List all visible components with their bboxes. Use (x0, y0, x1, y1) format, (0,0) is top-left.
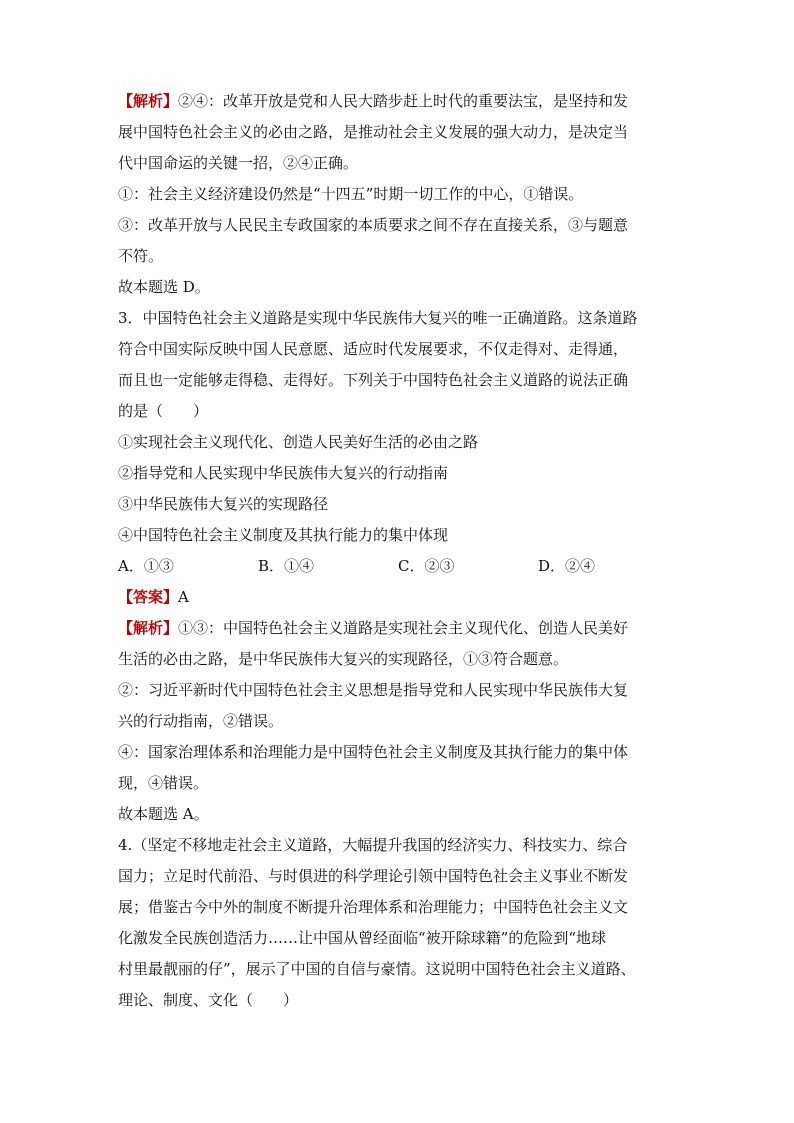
q4-stem-line-5: 村里最靓丽的仔”，展示了中国的自信与豪情。这说明中国特色社会主义道路、 (118, 960, 636, 978)
q4-stem-line-1: 4.（坚定不移地走社会主义道路，大幅提升我国的经济实力、科技实力、综合 (118, 836, 628, 854)
q3-analysis-line-2: 生活的必由之路，是中华民族伟大复兴的实现路径，①③符合题意。 (118, 650, 569, 668)
q4-stem-line-2: 国力；立足时代前沿、与时俱进的科学理论引领中国特色社会主义事业不断发 (118, 867, 629, 885)
answer-tag: 【答案】 (118, 588, 179, 606)
q3-analysis-line-5: ④：国家治理体系和治理能力是中国特色社会主义制度及其执行能力的集中体 (118, 743, 629, 761)
q3-option-b: B．①④ (258, 557, 315, 575)
q3-analysis-line-6: 现，④错误。 (118, 774, 209, 792)
q3-stem-line-1: 3．中国特色社会主义道路是实现中华民族伟大复兴的唯一正确道路。这条道路 (118, 309, 638, 327)
q3-stem-line-4: 的是（ ） (118, 402, 209, 420)
q3-item-4: ④中国特色社会主义制度及其执行能力的集中体现 (118, 526, 449, 544)
analysis-tag: 【解析】 (118, 619, 179, 637)
q3-item-3: ③中华民族伟大复兴的实现路径 (118, 495, 329, 513)
q3-analysis-line-4: 兴的行动指南，②错误。 (118, 712, 284, 730)
q2-analysis-line-6: 不符。 (118, 247, 164, 265)
q3-analysis-line-1: 【解析】①③：中国特色社会主义道路是实现社会主义现代化、创造人民美好 (118, 619, 629, 637)
q3-stem-line-2: 符合中国实际反映中国人民意愿、适应时代发展要求，不仅走得对、走得通， (118, 340, 629, 358)
q4-stem-line-4: 化激发全民族创造活力……让中国从曾经面临“被开除球籍”的危险到“地球 (118, 929, 607, 947)
q3-option-a: A．①③ (118, 557, 174, 575)
q3-option-c: C．②③ (398, 557, 455, 575)
q3-option-d: D．②④ (538, 557, 596, 575)
q2-analysis-line-5: ③：改革开放与人民民主专政国家的本质要求之间不存在直接关系，③与题意 (118, 216, 629, 234)
q3-conclusion: 故本题选 A。 (118, 805, 209, 823)
q4-stem-line-6: 理论、制度、文化（ ） (118, 991, 299, 1009)
q3-stem-line-3: 而且也一定能够走得稳、走得好。下列关于中国特色社会主义道路的说法正确 (118, 371, 629, 389)
q2-analysis-line-4: ①：社会主义经济建设仍然是“十四五”时期一切工作的中心，①错误。 (118, 185, 584, 203)
document-page (118, 86, 678, 1016)
q2-analysis-line-1: 【解析】②④：改革开放是党和人民大踏步赶上时代的重要法宝，是坚持和发 (118, 92, 629, 110)
q2-analysis-line-2: 展中国特色社会主义的必由之路，是推动社会主义发展的强大动力，是决定当 (118, 123, 629, 141)
q2-analysis-line-3: 代中国命运的关键一招，②④正确。 (118, 154, 359, 172)
q3-options (118, 551, 678, 582)
q4-stem-line-3: 展；借鉴古今中外的制度不断提升治理体系和治理能力；中国特色社会主义文 (118, 898, 629, 916)
q3-answer-line (118, 582, 678, 613)
q2-conclusion: 故本题选 D。 (118, 278, 210, 296)
analysis-tag: 【解析】 (118, 92, 179, 110)
q3-item-2: ②指导党和人民实现中华民族伟大复兴的行动指南 (118, 464, 449, 482)
q3-analysis-line-3: ②：习近平新时代中国特色社会主义思想是指导党和人民实现中华民族伟大复 (118, 681, 629, 699)
q3-answer-value: A (178, 588, 189, 606)
q3-item-1: ①实现社会主义现代化、创造人民美好生活的必由之路 (118, 433, 479, 451)
